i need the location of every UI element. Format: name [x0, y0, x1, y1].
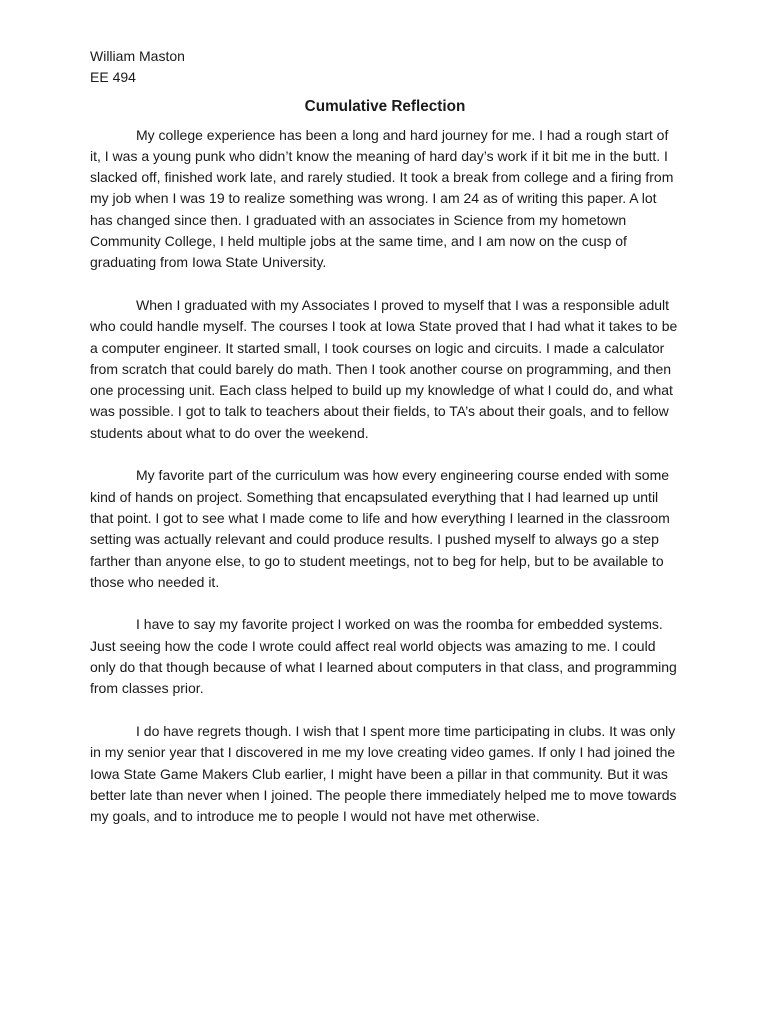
paragraph-3: My favorite part of the curriculum was how every engineering course ended with some kind of hands on project. Something that encapsulated everything that I had learned up until that point. I got to see what I made come to life and how everything I learned in the classroom setting was actually relevant and could produce results. I pushed myself to always go a step farther than anyone else, to go to student meetings, not to beg for help, but to be available to those who needed it.: [90, 467, 670, 590]
paragraph-2: When I graduated with my Associates I proved to myself that I was a responsible adult who could handle myself. The courses I took at Iowa State proved that I had what it takes to be a computer engineer. It started small, I took courses on logic and circuits. I made a calculator from scratch that could barely do math. Then I took another course on programming, and then one processing unit. Each class helped to build up my knowledge of what I could do, and what was possible. I got to talk to teachers about their fields, to TA’s about their goals, and to fellow students about what to do over the weekend.: [90, 296, 678, 441]
course-code: EE 494: [90, 69, 136, 86]
document-title: Cumulative Reflection: [304, 97, 466, 115]
document-page: [90, 46, 680, 827]
paragraph-4: I have to say my favorite project I worked on was the roomba for embedded systems. Just seeing how the code I wrote could affect real world objects was amazing to me. I could only do that though because of what I learned about computers in that class, and programming from classes prior.: [90, 616, 677, 697]
document-body: [90, 125, 680, 828]
paragraph-1: My college experience has been a long and hard journey for me. I had a rough start of it, I was a young punk who didn’t know the meaning of hard day’s work if it bit me in the butt. I slacked off, finished work late, and rarely studied. It took a break from college and a firing from my job when I was 19 to realize something was wrong. I am 24 as of writing this paper. A lot has changed since then. I graduated with an associates in Science from my hometown Community College, I held multiple jobs at the same time, and I am now on the cusp of graduating from Iowa State University.: [90, 126, 674, 271]
paragraph-5: I do have regrets though. I wish that I spent more time participating in clubs. It was only in my senior year that I discovered in me my love creating video games. If only I had joined the Iowa State Game Makers Club earlier, I might have been a pillar in that community. But it was better late than never when I joined. The people there immediately helped me to move towards my goals, and to introduce me to people I would not have met otherwise.: [90, 722, 677, 825]
author-name: William Maston: [90, 48, 185, 64]
